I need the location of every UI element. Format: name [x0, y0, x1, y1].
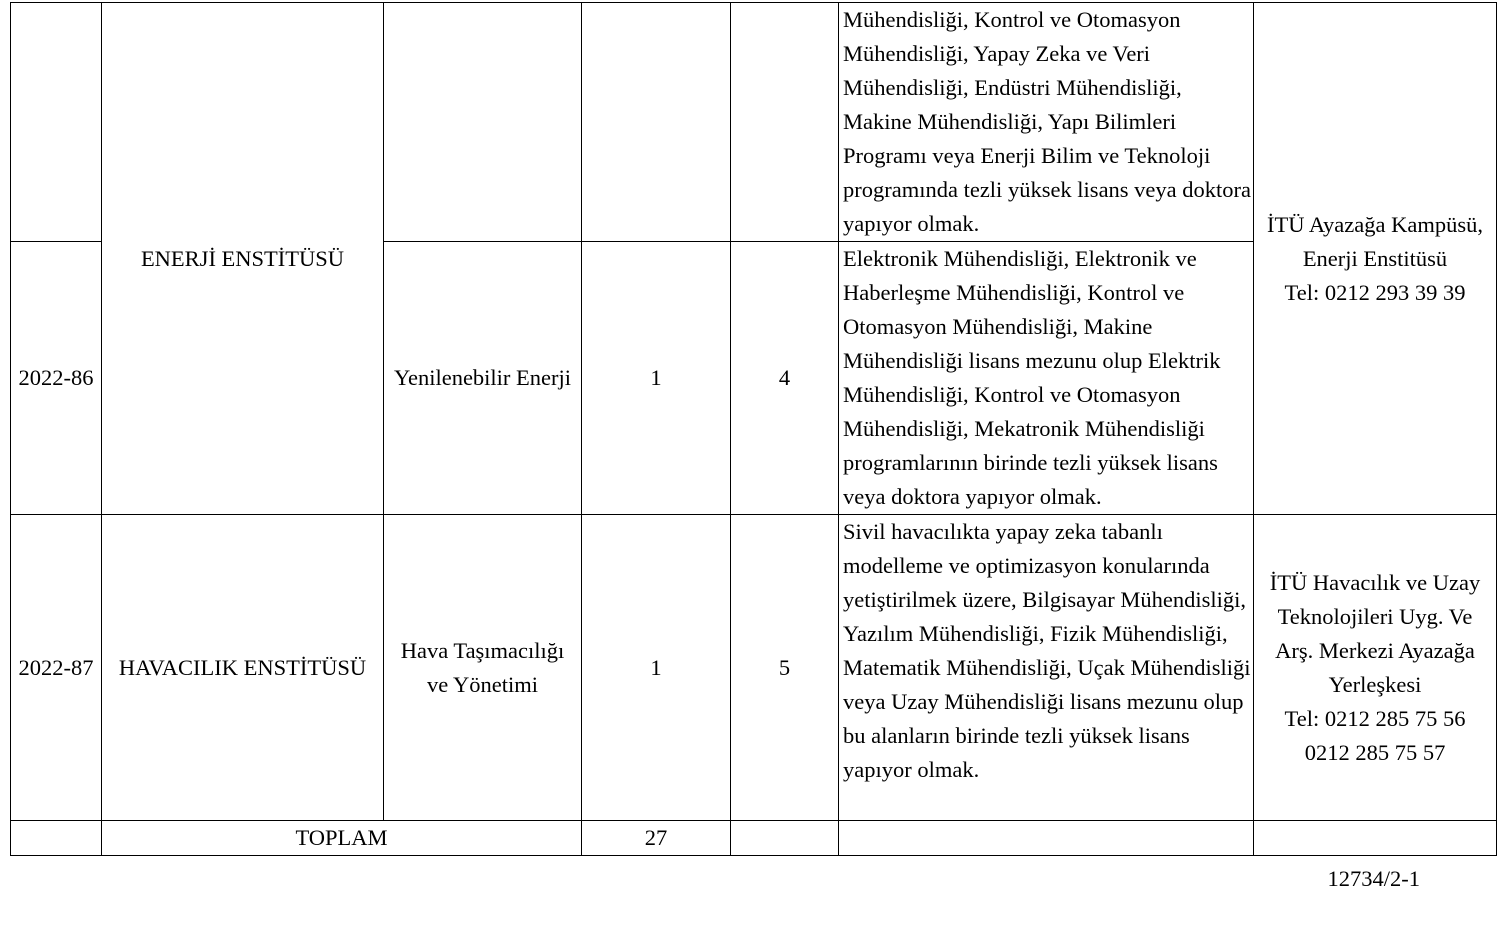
number-cell — [731, 821, 839, 856]
requirements-cell: Elektronik Mühendisliği, Elektronik ve Haberleşme Mühendisliği, Kontrol ve Otomasyon Mühendisliği, Makine Mühendisliği lisans mezunu olup Elektrik Mühendisliği, Kontrol ve Otomasyon Mühendisliği, Mekatronik Mühendisliği programlarının birinde tezli yüksek lisans veya doktora yapıyor olmak. — [839, 242, 1254, 515]
contact-line: Teknolojileri Uyg. Ve — [1277, 603, 1473, 629]
institute-cell: ENERJİ ENSTİTÜSÜ — [102, 3, 384, 515]
table-row — [11, 3, 1497, 242]
contact-line: Enerji Enstitüsü — [1302, 245, 1448, 271]
contact-line: Tel: 0212 285 75 56 — [1284, 705, 1466, 731]
contact-line: Tel: 0212 293 39 39 — [1284, 279, 1466, 305]
number-cell — [731, 3, 839, 242]
quota-cell — [582, 3, 731, 242]
contact-line: Yerleşkesi — [1328, 671, 1422, 697]
program-line: ve Yönetimi — [426, 671, 539, 697]
requirements-cell — [839, 821, 1254, 856]
program-cell — [384, 515, 582, 821]
number-cell: 5 — [731, 515, 839, 821]
contact-cell — [1254, 821, 1497, 856]
number-cell: 4 — [731, 242, 839, 515]
code-cell — [11, 3, 102, 242]
page-number: 12734/2-1 — [1327, 866, 1420, 891]
contact-cell — [1254, 3, 1497, 515]
quota-cell: 1 — [582, 242, 731, 515]
institute-cell: HAVACILIK ENSTİTÜSÜ — [102, 515, 384, 821]
total-label: TOPLAM — [102, 821, 582, 856]
total-row — [11, 821, 1497, 856]
table-row — [11, 515, 1497, 821]
contact-line: 0212 285 75 57 — [1304, 739, 1446, 765]
program-line: Hava Taşımacılığı — [400, 637, 565, 663]
quota-cell: 1 — [582, 515, 731, 821]
contact-cell — [1254, 515, 1497, 821]
program-cell — [384, 3, 582, 242]
total-value: 27 — [582, 821, 731, 856]
contact-line: İTÜ Havacılık ve Uzay — [1269, 569, 1481, 595]
requirements-cell: Sivil havacılıkta yapay zeka tabanlı modelleme ve optimizasyon konularında yetiştirilmek üzere, Bilgisayar Mühendisliği, Yazılım Mühendisliği, Fizik Mühendisliği, Matematik Mühendisliği, Uçak Mühendisliği veya Uzay Mühendisliği lisans mezunu olup bu alanların birinde tezli yüksek lisans yapıyor olmak. — [839, 515, 1254, 821]
code-cell — [11, 821, 102, 856]
contact-line: İTÜ Ayazağa Kampüsü, — [1267, 211, 1483, 237]
code-cell: 2022-87 — [11, 515, 102, 821]
program-cell: Yenilenebilir Enerji — [384, 242, 582, 515]
requirements-cell: Mühendisliği, Kontrol ve Otomasyon Mühendisliği, Yapay Zeka ve Veri Mühendisliği, Endüstri Mühendisliği, Makine Mühendisliği, Yapı Bilimleri Programı veya Enerji Bilim ve Teknoloji programında tezli yüksek lisans veya doktora yapıyor olmak. — [839, 3, 1254, 242]
code-cell: 2022-86 — [11, 242, 102, 515]
contact-line: Arş. Merkezi Ayazağa — [1275, 637, 1475, 663]
quota-table — [10, 2, 1497, 856]
